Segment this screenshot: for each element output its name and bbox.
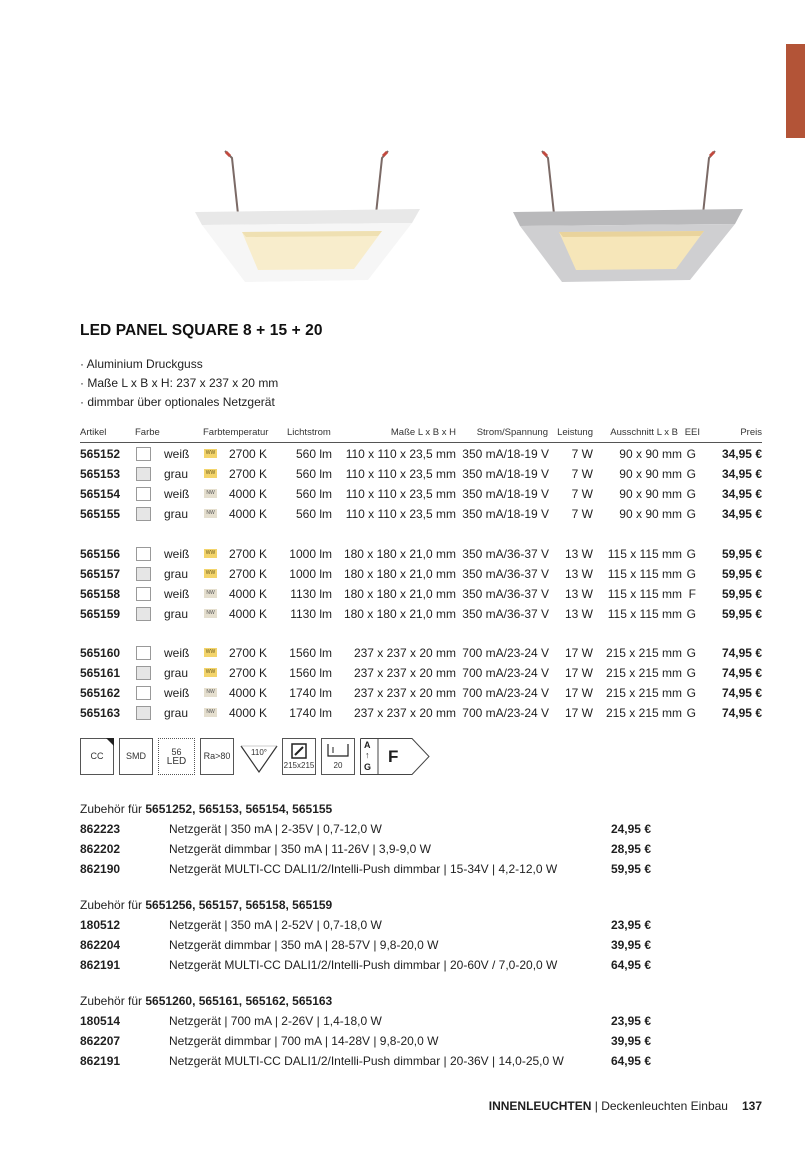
energy-class-cell: G (686, 706, 696, 720)
accessory-price: 24,95 € (610, 822, 651, 836)
product-title: LED PANEL SQUARE 8 + 15 + 20 (80, 322, 323, 339)
color-temperature: 4000 K (229, 606, 268, 621)
accessory-row (80, 938, 655, 958)
power: 17 W (564, 706, 593, 720)
accessory-group-heading (80, 802, 655, 822)
color-temperature: 2700 K (229, 666, 268, 680)
luminous-flux: 560 lm (295, 467, 332, 481)
price: 34,95 € (721, 507, 762, 521)
cutout-size: 90 x 90 mm (619, 507, 682, 521)
corner-triangle-icon (106, 738, 114, 746)
energy-class: F (388, 747, 399, 766)
arrow-up-icon: ↑ (365, 750, 370, 760)
power: 13 W (564, 586, 593, 601)
article-number: 565152 (80, 447, 121, 461)
color-name: weiß (164, 646, 190, 660)
energy-class-cell: G (686, 686, 696, 700)
light-color-badge: WW (205, 649, 216, 655)
header-preis: Preis (740, 427, 762, 438)
power: 17 W (564, 646, 593, 660)
current-voltage: 700 mA/23-24 V (462, 706, 549, 720)
color-temperature: 2700 K (229, 467, 268, 481)
luminous-flux: 560 lm (295, 507, 332, 521)
price: 74,95 € (721, 706, 762, 720)
table-row (80, 683, 762, 703)
color-name: weiß (164, 546, 190, 561)
light-color-badge: NW (204, 688, 217, 697)
accessory-article: 862223 (80, 822, 121, 836)
light-color-badge: WW (205, 450, 216, 456)
accessory-price: 39,95 € (610, 938, 651, 952)
dimensions: 237 x 237 x 20 mm (353, 666, 456, 680)
accessory-row (80, 918, 655, 938)
table-row (80, 464, 762, 484)
cutout-size: 115 x 115 mm (607, 606, 682, 621)
energy-class-cell: G (686, 666, 696, 680)
accessory-price: 23,95 € (610, 918, 651, 932)
feature-item: · dimmbar über optionales Netzgerät (80, 393, 278, 412)
color-temperature: 4000 K (229, 507, 268, 521)
header-strom: Strom/Spannung (476, 427, 548, 438)
luminous-flux: 1130 lm (290, 586, 332, 601)
accessory-row (80, 1014, 655, 1034)
power: 7 W (571, 507, 593, 521)
table-row (80, 484, 762, 504)
article-number: 565160 (80, 646, 121, 660)
cri-label: Ra>80 (203, 751, 231, 761)
header-farbtemperatur: Farbtemperatur (203, 427, 269, 438)
color-temperature: 4000 K (229, 686, 268, 700)
article-number: 565155 (80, 507, 121, 521)
cutout-size-label: 215x215 (283, 761, 315, 770)
feature-item: · Aluminium Druckguss (80, 355, 278, 374)
dimensions: 110 x 110 x 23,5 mm (345, 507, 456, 521)
cutout-size: 90 x 90 mm (619, 467, 682, 481)
light-color-badge: NW (204, 609, 217, 618)
color-name: grau (164, 606, 189, 621)
accessory-price: 39,95 € (610, 1034, 651, 1048)
accessory-group (80, 994, 655, 1074)
led-count-icon (158, 738, 195, 775)
accessory-article: 862191 (80, 1054, 121, 1068)
power: 13 W (564, 566, 593, 581)
header-artikel: Artikel (80, 427, 107, 438)
article-number: 565154 (80, 487, 121, 501)
beam-angle-label: 110° (251, 748, 267, 757)
energy-class-cell: G (686, 467, 696, 481)
energy-label (360, 738, 430, 775)
dimensions: 180 x 180 x 21,0 mm (343, 606, 456, 621)
cc-label: CC (90, 751, 104, 761)
power: 17 W (564, 666, 593, 680)
page-footer (489, 1099, 762, 1113)
page-number: 137 (741, 1099, 762, 1113)
accessory-group-heading (80, 898, 655, 918)
article-number: 565158 (80, 586, 121, 601)
cutout-size: 115 x 115 mm (607, 586, 682, 601)
light-color-badge: NW (204, 489, 217, 498)
accessory-description: Netzgerät dimmbar | 700 mA | 14-28V | 9,8-20,0 W (169, 1034, 439, 1048)
installation-depth-label: 20 (333, 761, 343, 770)
accessory-price: 23,95 € (610, 1014, 651, 1028)
cutout-size: 215 x 215 mm (605, 646, 682, 660)
luminous-flux: 560 lm (295, 447, 332, 461)
table-header (80, 425, 762, 443)
group-spacer (80, 624, 762, 644)
header-ausschnitt: Ausschnitt L x B (610, 427, 678, 438)
table-row (80, 604, 762, 624)
color-swatch (136, 587, 151, 601)
price: 34,95 € (721, 487, 762, 501)
color-temperature: 4000 K (229, 487, 268, 501)
price: 59,95 € (721, 586, 762, 601)
price: 59,95 € (721, 546, 762, 561)
accessory-article: 862207 (80, 1034, 121, 1048)
power: 13 W (564, 606, 593, 621)
light-color-badge: WW (205, 569, 216, 576)
article-number: 565157 (80, 566, 121, 581)
color-name: weiß (164, 586, 190, 601)
energy-class-cell: G (686, 507, 696, 521)
energy-class-cell: G (686, 487, 696, 501)
accessory-price: 64,95 € (610, 958, 651, 972)
cutout-size: 90 x 90 mm (619, 447, 682, 461)
current-voltage: 350 mA/18-19 V (462, 507, 549, 521)
color-swatch (136, 467, 151, 481)
color-temperature: 4000 K (229, 706, 268, 720)
color-swatch (136, 686, 151, 700)
accessory-description: Netzgerät MULTI-CC DALI1/2/Intelli-Push dimmbar | 20-36V | 14,0-25,0 W (169, 1054, 564, 1068)
accessory-price: 64,95 € (610, 1054, 651, 1068)
led-panel-white-image (190, 148, 430, 298)
color-temperature: 2700 K (229, 546, 268, 561)
header-leistung: Leistung (557, 427, 593, 438)
feature-item: · Maße L x B x H: 237 x 237 x 20 mm (80, 374, 278, 393)
price: 59,95 € (721, 606, 762, 621)
cutout-size: 215 x 215 mm (605, 686, 682, 700)
accessory-prefix: Zubehör für (80, 994, 146, 1008)
accessory-description: Netzgerät dimmbar | 350 mA | 28-57V | 9,8-20,0 W (169, 938, 439, 952)
cc-icon (80, 738, 114, 775)
color-swatch (136, 507, 151, 521)
color-name: weiß (164, 686, 190, 700)
color-temperature: 4000 K (229, 586, 268, 601)
table-row (80, 643, 762, 663)
accessory-article: 180514 (80, 1014, 121, 1028)
color-swatch (136, 646, 151, 660)
accessory-row (80, 822, 655, 842)
cutout-size: 215 x 215 mm (605, 706, 682, 720)
dimensions: 180 x 180 x 21,0 mm (343, 586, 456, 601)
color-swatch (136, 706, 151, 720)
energy-class-cell: G (686, 646, 696, 660)
price: 74,95 € (721, 686, 762, 700)
color-swatch (136, 607, 151, 621)
dimensions: 180 x 180 x 21,0 mm (343, 566, 456, 581)
current-voltage: 700 mA/23-24 V (462, 646, 549, 660)
dimensions: 237 x 237 x 20 mm (353, 686, 456, 700)
color-swatch (136, 487, 151, 501)
footer-separator: | (591, 1099, 602, 1113)
energy-class-cell: G (686, 606, 696, 621)
light-color-badge: WW (205, 470, 216, 476)
article-number: 565162 (80, 686, 121, 700)
accessory-row (80, 1054, 655, 1074)
cutout-size: 215 x 215 mm (605, 666, 682, 680)
color-swatch (136, 447, 151, 461)
accessory-article: 862190 (80, 862, 121, 876)
accessory-article: 862191 (80, 958, 121, 972)
price: 34,95 € (721, 467, 762, 481)
price: 59,95 € (721, 566, 762, 581)
table-row (80, 504, 762, 524)
table-row (80, 564, 762, 584)
luminous-flux: 1560 lm (289, 666, 332, 680)
cutout-size: 90 x 90 mm (619, 487, 682, 501)
article-number: 565163 (80, 706, 121, 720)
color-temperature: 2700 K (229, 566, 268, 581)
accessory-description: Netzgerät | 700 mA | 2-26V | 1,4-18,0 W (169, 1014, 382, 1028)
luminous-flux: 1000 lm (289, 546, 332, 561)
current-voltage: 350 mA/36-37 V (462, 566, 549, 581)
group-spacer (80, 524, 762, 544)
price: 74,95 € (721, 666, 762, 680)
accessory-article: 180512 (80, 918, 121, 932)
article-number: 565161 (80, 666, 121, 680)
table-row (80, 444, 762, 464)
chapter-tab-marker (786, 44, 805, 138)
current-voltage: 700 mA/23-24 V (462, 666, 549, 680)
led-count-label: LED (166, 755, 187, 767)
energy-class-cell: G (686, 566, 696, 581)
luminous-flux: 1740 lm (289, 686, 332, 700)
dimensions: 180 x 180 x 21,0 mm (343, 546, 456, 561)
color-swatch (136, 567, 151, 581)
luminous-flux: 560 lm (295, 487, 332, 501)
color-name: grau (164, 706, 189, 720)
table-row (80, 663, 762, 683)
accessory-description: Netzgerät | 350 mA | 2-52V | 0,7-18,0 W (169, 918, 382, 932)
current-voltage: 350 mA/18-19 V (462, 467, 549, 481)
power: 7 W (571, 487, 593, 501)
accessory-group (80, 898, 655, 978)
table-body (80, 443, 762, 723)
header-eei: EEI (684, 427, 700, 438)
color-temperature: 2700 K (229, 447, 268, 461)
current-voltage: 700 mA/23-24 V (462, 686, 549, 700)
light-color-badge: NW (204, 589, 217, 598)
accessory-group-heading (80, 994, 655, 1014)
color-name: grau (164, 507, 189, 521)
header-farbe: Farbe (135, 427, 160, 438)
price: 74,95 € (721, 646, 762, 660)
accessory-group (80, 802, 655, 882)
accessory-row (80, 958, 655, 978)
color-temperature: 2700 K (229, 646, 268, 660)
table-row (80, 703, 762, 723)
article-number: 565153 (80, 467, 121, 481)
color-name: grau (164, 566, 189, 581)
accessory-description: Netzgerät MULTI-CC DALI1/2/Intelli-Push dimmbar | 20-60V / 7,0-20,0 W (169, 958, 558, 972)
luminous-flux: 1000 lm (289, 566, 332, 581)
energy-class-cell: F (688, 586, 696, 601)
accessory-prefix: Zubehör für (80, 802, 146, 816)
led-panel-grey-image (510, 148, 750, 298)
color-name: weiß (164, 487, 190, 501)
cri-icon (200, 738, 234, 775)
color-name: weiß (164, 447, 190, 461)
accessory-price: 28,95 € (610, 842, 651, 856)
light-color-badge: NW (204, 509, 217, 518)
accessory-description: Netzgerät MULTI-CC DALI1/2/Intelli-Push dimmbar | 15-34V | 4,2-12,0 W (169, 862, 558, 876)
dimensions: 110 x 110 x 23,5 mm (345, 487, 456, 501)
luminous-flux: 1130 lm (290, 606, 332, 621)
depth-bracket-icon (327, 743, 349, 757)
luminous-flux: 1560 lm (289, 646, 332, 660)
light-color-badge: NW (204, 708, 217, 717)
current-voltage: 350 mA/18-19 V (462, 487, 549, 501)
current-voltage: 350 mA/36-37 V (462, 546, 549, 561)
accessory-row (80, 1034, 655, 1054)
luminous-flux: 1740 lm (289, 706, 332, 720)
accessory-article: 862204 (80, 938, 121, 952)
power: 7 W (571, 467, 593, 481)
header-lichtstrom: Lichtstrom (287, 427, 331, 438)
energy-class-cell: G (686, 447, 696, 461)
article-number: 565159 (80, 606, 121, 621)
energy-class-cell: G (686, 546, 696, 561)
color-name: grau (164, 467, 189, 481)
table-row (80, 544, 762, 564)
led-count-value: 56 (171, 746, 182, 757)
light-color-badge: WW (205, 549, 216, 556)
accessory-row (80, 842, 655, 862)
accessory-article: 862202 (80, 842, 121, 856)
current-voltage: 350 mA/18-19 V (462, 447, 549, 461)
beam-angle-icon (239, 738, 279, 775)
accessory-row (80, 862, 655, 882)
accessory-for-articles: 5651260, 565161, 565162, 565163 (145, 994, 333, 1008)
accessory-description: Netzgerät dimmbar | 350 mA | 11-26V | 3,9-9,0 W (169, 842, 431, 856)
footer-subsection: Deckenleuchten Einbau (601, 1099, 728, 1113)
dimensions: 237 x 237 x 20 mm (353, 706, 456, 720)
dimensions: 110 x 110 x 23,5 mm (345, 467, 456, 481)
color-swatch (136, 547, 151, 561)
power: 13 W (564, 546, 593, 561)
current-voltage: 350 mA/36-37 V (462, 606, 549, 621)
accessory-for-articles: 5651252, 565153, 565154, 565155 (145, 802, 333, 816)
dimensions: 110 x 110 x 23,5 mm (345, 447, 456, 461)
color-name: grau (164, 666, 189, 680)
energy-scale-bottom: G (364, 762, 372, 772)
accessory-for-articles: 5651256, 565157, 565158, 565159 (145, 898, 333, 912)
cutout-tool-icon (291, 743, 307, 759)
cutout-size: 115 x 115 mm (607, 546, 682, 561)
smd-icon (119, 738, 153, 775)
dimensions: 237 x 237 x 20 mm (353, 646, 456, 660)
accessory-price: 59,95 € (610, 862, 651, 876)
accessory-description: Netzgerät | 350 mA | 2-35V | 0,7-12,0 W (169, 822, 382, 836)
power: 7 W (571, 447, 593, 461)
header-masse: Maße L x B x H (390, 427, 456, 438)
table-row (80, 584, 762, 604)
installation-depth-icon (321, 738, 355, 775)
cutout-size: 115 x 115 mm (607, 566, 682, 581)
accessory-prefix: Zubehör für (80, 898, 146, 912)
color-swatch (136, 666, 151, 680)
footer-section: INNENLEUCHTEN (488, 1099, 592, 1113)
feature-list (80, 355, 278, 412)
energy-scale-top: A (364, 740, 371, 750)
current-voltage: 350 mA/36-37 V (462, 586, 549, 601)
smd-label: SMD (126, 751, 146, 761)
power: 17 W (564, 686, 593, 700)
product-table (80, 425, 762, 723)
light-color-badge: WW (205, 669, 216, 675)
article-number: 565156 (80, 546, 121, 561)
price: 34,95 € (721, 447, 762, 461)
cutout-size-icon (282, 738, 316, 775)
